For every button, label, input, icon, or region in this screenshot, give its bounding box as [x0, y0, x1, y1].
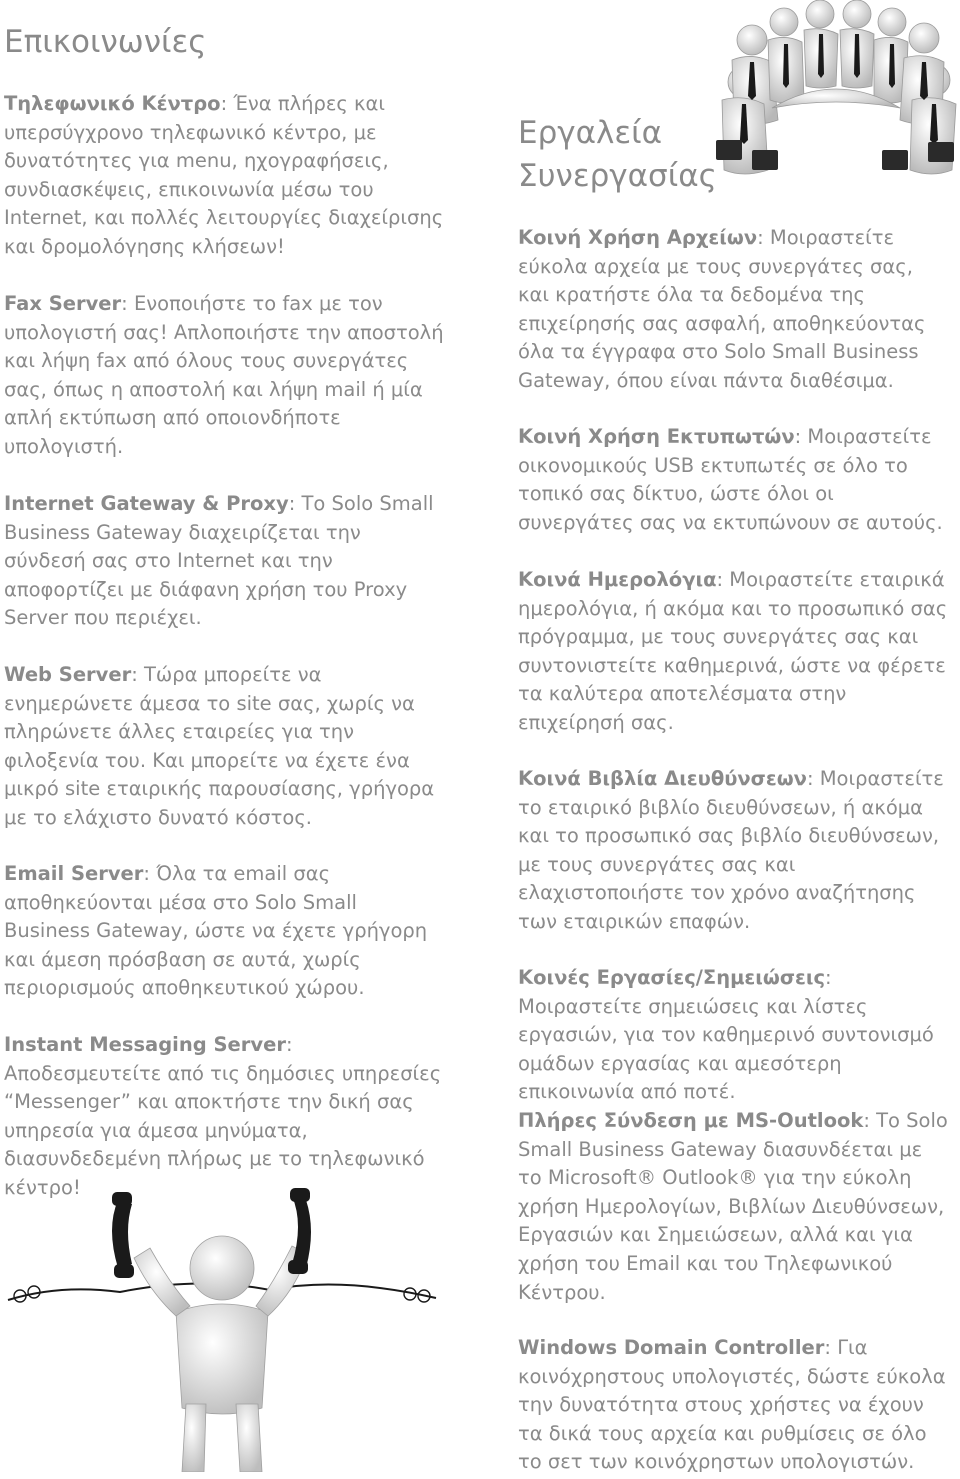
section-term: Κοινή Χρήση Εκτυπωτών [518, 425, 795, 448]
section-term: Web Server [4, 663, 132, 686]
right-section-4: Κοινές Εργασίες/Σημειώσεις: Μοιραστείτε σημειώσεις και λίστες εργασιών, για τον καθημερινό συντονισμό ομάδων εργασίας και αμεσότερη επικοινωνία από ποτέ. [518, 966, 934, 1104]
communications-heading: Επικοινωνίες [4, 24, 207, 60]
section-term: Κοινή Χρήση Αρχείων [518, 226, 758, 249]
section-text: Μοιραστείτε σημειώσεις και λίστες εργασιών, για τον καθημερινό συντονισμό ομάδων εργασίας και αμεσότερη επικοινωνία από ποτέ. [518, 994, 934, 1104]
section-text: Το Solo Small Business Gateway διαχειρίζεται την σύνδεσή σας στο Internet και την αποφορτίζει με διάφανη χρήση του Proxy Server που περιέχει. [4, 492, 434, 630]
left-section-5: Instant Messaging Server: Αποδεσμευτείτε από τις δημόσιες υπηρεσίες “Messenger” και αποκτήστε την δική σας υπηρεσία για άμεσα μηνύματα, διασυνδεδεμένη πλήρως με το τηλεφωνικό κέντρο! [4, 1033, 442, 1199]
section-term: Πλήρες Σύνδεση με MS-Outlook [518, 1109, 864, 1132]
left-section-0: Τηλεφωνικό Κέντρο: Ένα πλήρες και υπερσύγχρονο τηλεφωνικό κέντρο, με δυνατότητες για menu, ηχογραφήσεις, συνδιασκέψεις, επικοινωνία μέσω του Internet, και πολλές λειτουργίες διαχείρισης και δρομολόγησης κλήσεων! [4, 92, 444, 258]
section-term: Κοινές Εργασίες/Σημειώσεις [518, 966, 826, 989]
right-section-5: Πλήρες Σύνδεση με MS-Outlook: Το Solo Small Business Gateway διασυνδέεται με το Microsoft® Outlook® για την εύκολη χρήση Ημερολογίων, Βιβλίων Διευθύνσεων, Εργασιών και Σημειώσεων, αλλά και για χρήση του Email και του Τηλεφωνικού Κέντρου. [518, 1109, 948, 1304]
section-text: Αποδεσμευτείτε από τις δημόσιες υπηρεσίες “Messenger” και αποκτήστε την δική σας υπηρεσία για άμεσα μηνύματα, διασυνδεδεμένη πλήρως με το τηλεφωνικό κέντρο! [4, 1061, 442, 1199]
section-text: Μοιραστείτε εταιρικά ημερολόγια, ή ακόμα και το προσωπικό σας πρόγραμμα, με τους συνεργάτες σας και συντονιστείτε καθημερινά, ώστε να φέρετε τα καλύτερα αποτελέσματα στην επιχείρησή σας. [518, 568, 948, 734]
section-text: Ενοποιήστε το fax με τον υπολογιστή σας! Απλοποιήστε την αποστολή και λήψη fax από όλους τους συνεργάτες σας, όπως η αποστολή και λήψη mail ή μία απλή εκτύπωση από οποιονδήποτε υπολογιστή. [4, 292, 444, 458]
right-section-2: Κοινά Ημερολόγια: Μοιραστείτε εταιρικά ημερολόγια, ή ακόμα και το προσωπικό σας πρόγραμμα, με τους συνεργάτες σας και συντονιστείτε καθημερινά, ώστε να φέρετε τα καλύτερα αποτελέσματα στην επιχείρησή σας. [518, 568, 948, 734]
section-text: Μοιραστείτε εύκολα αρχεία με τους συνεργάτες σας, και κρατήστε όλα τα δεδομένα της επιχείρησής σας ασφαλή, αποθηκεύοντας όλα τα έγγραφα στο Solo Small Business Gateway, όπου είναι πάντα διαθέσιμα. [518, 226, 926, 392]
right-section-3: Κοινά Βιβλία Διευθύνσεων: Μοιραστείτε το εταιρικό βιβλίο διευθύνσεων, ή ακόμα και το προσωπικό σας βιβλίο διευθύνσεων, με τους συνεργάτες σας και ελαχιστοποιήστε τον χρόνο αναζήτησης των εταιρικών επαφών. [518, 767, 944, 933]
section-term: Κοινά Ημερολόγια [518, 568, 717, 591]
phone-operator-illustration [0, 1172, 440, 1472]
section-term: Windows Domain Controller [518, 1336, 825, 1359]
section-term: Τηλεφωνικό Κέντρο [4, 92, 221, 115]
right-section-1: Κοινή Χρήση Εκτυπωτών: Μοιραστείτε οικονομικούς USB εκτυπωτές σε όλο το τοπικό σας δίκτυο, ώστε όλοι οι συνεργάτες σας να εκτυπώνουν σε αυτούς. [518, 425, 943, 534]
section-term: Κοινά Βιβλία Διευθύνσεων [518, 767, 807, 790]
team-figures [716, 0, 956, 174]
collaboration-heading: Εργαλεία Συνεργασίας [518, 115, 717, 194]
left-section-1: Fax Server: Ενοποιήστε το fax με τον υπολογιστή σας! Απλοποιήστε την αποστολή και λήψη fax από όλους τους συνεργάτες σας, όπως η αποστολή και λήψη mail ή μία απλή εκτύπωση από οποιονδήποτε υπολογιστή. [4, 292, 444, 458]
section-term: Fax Server [4, 292, 122, 315]
section-text: Όλα τα email σας αποθηκεύονται μέσα στο Solo Small Business Gateway, ώστε να έχετε γρήγορη και άμεση πρόσβαση σε αυτά, χωρίς περιορισμούς αποθηκευτικού χώρου. [4, 862, 428, 1000]
section-text: Τώρα μπορείτε να ενημερώνετε άμεσα το site σας, χωρίς να πληρώνετε άλλες εταιρείες για την φιλοξενία του. Και μπορείτε να έχετε ένα μικρό site εταιρικής παρουσίασης, γρήγορα με το ελάχιστο δυνατό κόστος. [4, 663, 435, 829]
right-section-0: Κοινή Χρήση Αρχείων: Μοιραστείτε εύκολα αρχεία με τους συνεργάτες σας, και κρατήστε όλα τα δεδομένα της επιχείρησής σας ασφαλή, αποθηκεύοντας όλα τα έγγραφα στο Solo Small Business Gateway, όπου είναι πάντα διαθέσιμα. [518, 226, 926, 392]
left-section-4: Email Server: Όλα τα email σας αποθηκεύονται μέσα στο Solo Small Business Gateway, ώστε να έχετε γρήγορη και άμεση πρόσβαση σε αυτά, χωρίς περιορισμούς αποθηκευτικού χώρου. [4, 862, 428, 1000]
section-text: Για κοινόχρηστους υπολογιστές, δώστε εύκολα την δυνατότητα στους χρήστες να έχουν τα δικά τους αρχεία και ρυθμίσεις σε όλο το σετ των κοινόχρηστων υπολογιστών. [518, 1336, 946, 1474]
section-text: Το Solo Small Business Gateway διασυνδέεται με το Microsoft® Outlook® για την εύκολη χρήση Ημερολογίων, Βιβλίων Διευθύνσεων, Εργασιών και Σημειώσεων, αλλά και για χρήση του Email και του Τηλεφωνικού Κέντρου. [518, 1109, 948, 1304]
section-text: Μοιραστείτε το εταιρικό βιβλίο διευθύνσεων, ή ακόμα και το προσωπικό σας βιβλίο διευθύνσεων, με τους συνεργάτες σας και ελαχιστοποιήστε τον χρόνο αναζήτησης των εταιρικών επαφών. [518, 767, 944, 933]
section-term: Instant Messaging Server [4, 1033, 286, 1056]
left-section-2: Internet Gateway & Proxy: Το Solo Small Business Gateway διαχειρίζεται την σύνδεσή σας στο Internet και την αποφορτίζει με διάφανη χρήση του Proxy Server που περιέχει. [4, 492, 434, 630]
right-section-6: Windows Domain Controller: Για κοινόχρηστους υπολογιστές, δώστε εύκολα την δυνατότητα στους χρήστες να έχουν τα δικά τους αρχεία και ρυθμίσεις σε όλο το σετ των κοινόχρηστων υπολογιστών. [518, 1336, 946, 1474]
section-text: Μοιραστείτε οικονομικούς USB εκτυπωτές σε όλο το τοπικό σας δίκτυο, ώστε όλοι οι συνεργάτες σας να εκτυπώνουν σε αυτούς. [518, 425, 943, 534]
section-text: Ένα πλήρες και υπερσύγχρονο τηλεφωνικό κέντρο, με δυνατότητες για menu, ηχογραφήσεις, συνδιασκέψεις, επικοινωνία μέσω του Internet, και πολλές λειτουργίες διαχείρισης και δρομολόγησης κλήσεων! [4, 92, 444, 258]
left-section-3: Web Server: Τώρα μπορείτε να ενημερώνετε άμεσα το site σας, χωρίς να πληρώνετε άλλες εταιρείες για την φιλοξενία του. Και μπορείτε να έχετε ένα μικρό site εταιρικής παρουσίασης, γρήγορα με το ελάχιστο δυνατό κόστος. [4, 663, 435, 829]
section-term: Internet Gateway & Proxy [4, 492, 289, 515]
phone-figure [134, 1236, 308, 1472]
section-term: Email Server [4, 862, 144, 885]
team-huddle-illustration [712, 0, 960, 206]
